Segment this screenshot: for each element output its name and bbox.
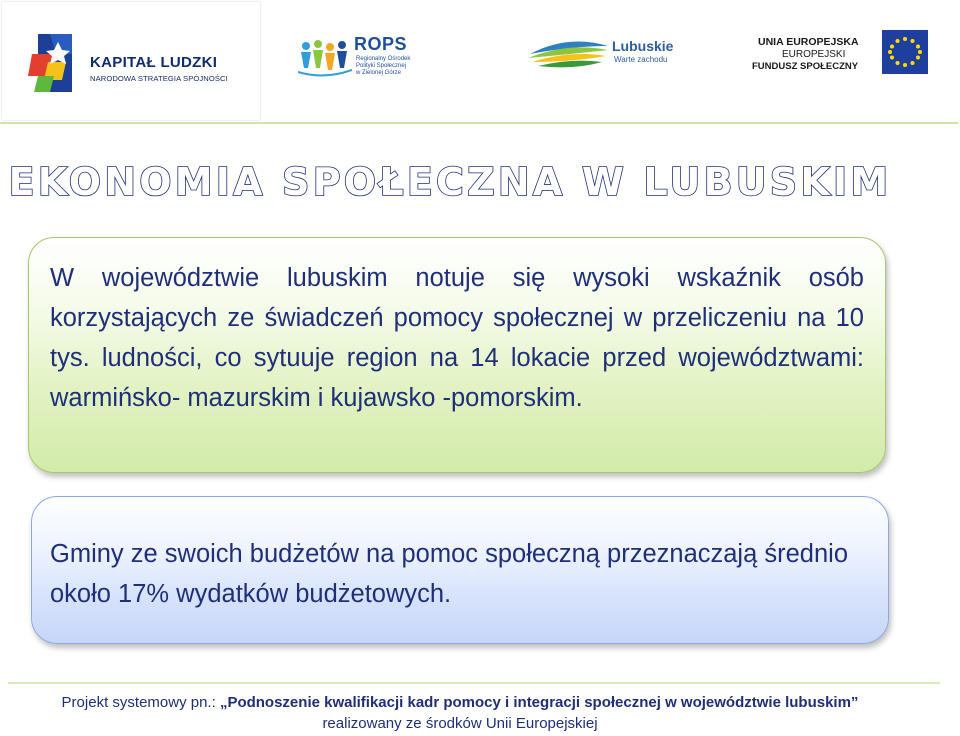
eu-line-3: FUNDUSZ SPOŁECZNY xyxy=(752,61,859,72)
eu-logo xyxy=(742,24,942,84)
footer-funding: realizowany ze środków Unii Europejskiej xyxy=(322,715,598,732)
page-title: EKONOMIA SPOŁECZNA W LUBUSKIM xyxy=(8,160,892,204)
kapital-ludzki-subtitle: NARODOWA STRATEGIA SPÓJNOŚCI xyxy=(90,74,228,83)
eu-line-1: UNIA EUROPEJSKA xyxy=(758,36,859,48)
footer-project xyxy=(0,694,920,711)
rops-subtitle xyxy=(356,56,410,77)
footer-prefix: Projekt systemowy pn.: xyxy=(61,694,220,711)
rops-logo-icon xyxy=(298,38,352,80)
info-box-green-text: W województwie lubuskim notuje się wysoki wskaźnik osób korzystających ze świadczeń pomocy społecznej w przeliczeniu na 10 tys. ludności, co sytuuje region na 14 lokacie przed województwami: warmińsko- mazurskim i kujawsko -pomorskim. xyxy=(50,264,864,412)
rops-logo xyxy=(298,34,438,86)
header-divider xyxy=(0,122,958,124)
lubuskie-title: Lubuskie xyxy=(612,38,674,54)
kapital-ludzki-title: KAPITAŁ LUDZKI xyxy=(90,54,218,71)
lubuskie-subtitle: Warte zachodu xyxy=(614,55,668,64)
lubuskie-logo xyxy=(528,28,688,78)
rops-line: Regionalny Ośrodek xyxy=(356,56,411,62)
eu-line-2: EUROPEJSKI xyxy=(782,49,846,60)
info-box-blue-text: Gminy ze swoich budżetów na pomoc społeczną przeznaczają średnio około 17% wydatków budżetowych. xyxy=(50,540,848,608)
kapital-ludzki-logo xyxy=(2,2,260,120)
footer-project-name: „Podnoszenie kwalifikacji kadr pomocy i integracji społecznej w województwie lubuskim” xyxy=(219,694,859,711)
rops-line: w Zielonej Górze xyxy=(356,70,402,76)
rops-line: Polityki Społecznej xyxy=(356,63,407,69)
footer-divider xyxy=(8,682,940,684)
lubuskie-logo-icon xyxy=(528,32,610,76)
eu-flag-icon xyxy=(882,30,928,74)
logo-bar xyxy=(0,0,960,122)
kapital-ludzki-logo-icon xyxy=(28,32,86,94)
rops-title: ROPS xyxy=(354,34,408,54)
